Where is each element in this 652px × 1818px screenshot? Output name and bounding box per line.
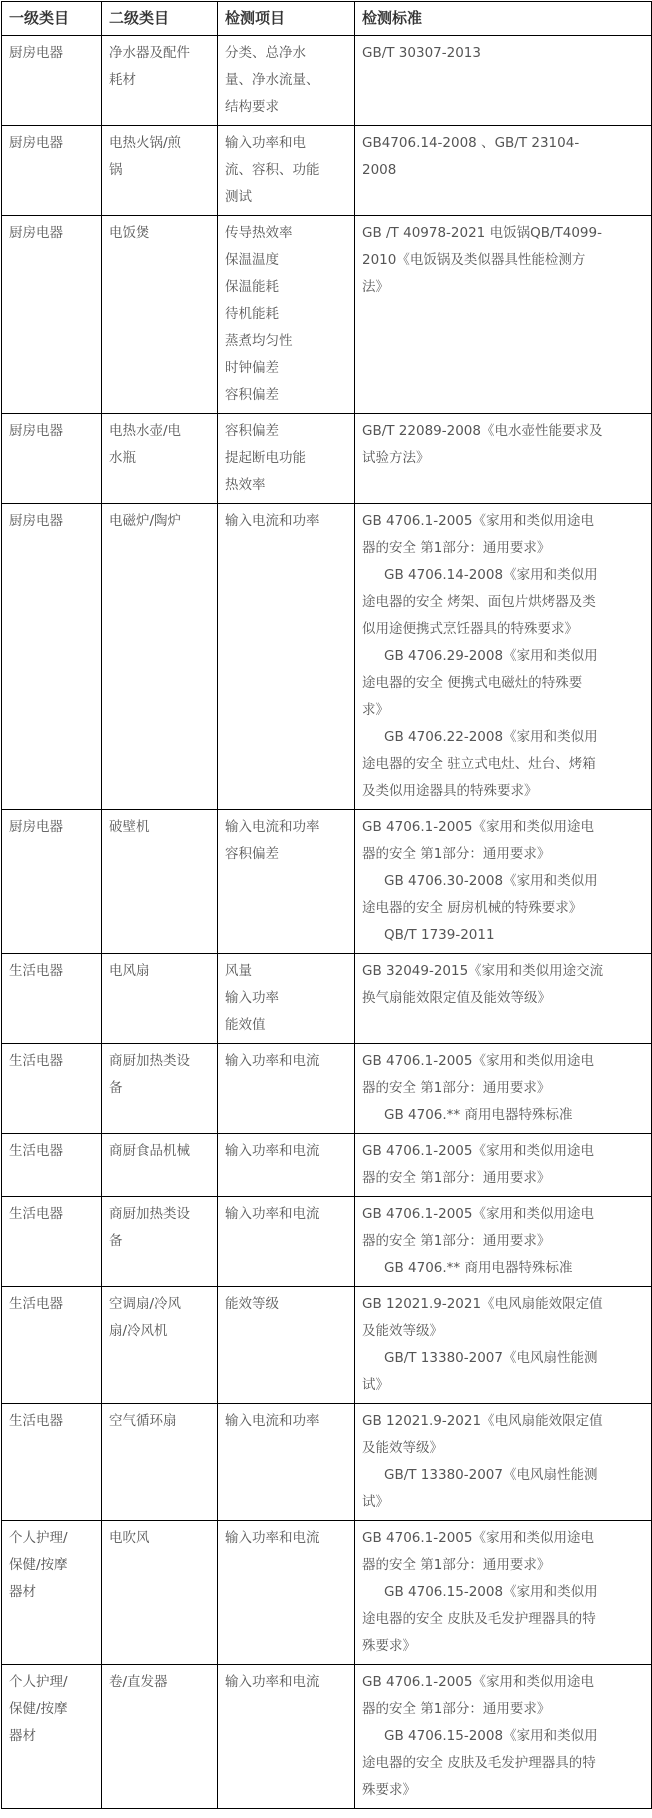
cell-test-standards-line: GB 4706.22-2008《家用和类似用 xyxy=(384,729,598,745)
cell-test-standards-line: 殊要求》 xyxy=(362,1638,416,1654)
header-level2-category: 二级类目 xyxy=(102,2,218,36)
cell-level2-category-line: 电吹风 xyxy=(109,1530,150,1546)
table-row xyxy=(2,504,652,810)
cell-level1-category-line: 生活电器 xyxy=(9,1413,63,1429)
cell-level2-category xyxy=(102,1044,218,1134)
header-level1-category: 一级类目 xyxy=(2,2,102,36)
cell-test-items-line: 输入功率和电流 xyxy=(225,1206,320,1222)
cell-test-standards-line: 途电器的安全 皮肤及毛发护理器具的特 xyxy=(362,1611,596,1627)
cell-level2-category-line: 水瓶 xyxy=(109,450,136,466)
cell-test-items-line: 容积偏差 xyxy=(225,423,279,439)
table-row xyxy=(2,1197,652,1287)
cell-level2-category-line: 空调扇/冷风 xyxy=(109,1296,182,1312)
cell-level2-category-line: 空气循环扇 xyxy=(109,1413,177,1429)
cell-test-standards xyxy=(355,504,652,810)
cell-level2-category xyxy=(102,1404,218,1521)
cell-test-standards-line: 求》 xyxy=(362,702,389,718)
cell-test-items-line: 保温温度 xyxy=(225,252,279,268)
cell-level1-category-line: 厨房电器 xyxy=(9,135,63,151)
cell-test-items xyxy=(218,1665,355,1809)
cell-level1-category xyxy=(2,1665,102,1809)
cell-test-standards-line: 器的安全 第1部分：通用要求》 xyxy=(362,540,551,556)
cell-test-items-line: 输入功率和电流 xyxy=(225,1530,320,1546)
cell-level1-category xyxy=(2,1134,102,1197)
cell-test-items xyxy=(218,126,355,216)
cell-test-items-line: 能效值 xyxy=(225,1017,266,1033)
cell-level2-category xyxy=(102,810,218,954)
cell-level2-category xyxy=(102,1134,218,1197)
table-row xyxy=(2,36,652,126)
cell-level1-category xyxy=(2,810,102,954)
cell-test-standards-line: GB 4706.15-2008《家用和类似用 xyxy=(384,1584,598,1600)
cell-test-items-line: 输入功率和电流 xyxy=(225,1053,320,1069)
cell-level2-category-line: 备 xyxy=(109,1080,123,1096)
cell-level2-category-line: 商厨食品机械 xyxy=(109,1143,190,1159)
cell-test-standards xyxy=(355,216,652,414)
cell-test-standards-line: GB/T 30307-2013 xyxy=(362,45,481,61)
cell-level2-category xyxy=(102,504,218,810)
cell-test-items-line: 输入电流和功率 xyxy=(225,819,320,835)
table-row xyxy=(2,1521,652,1665)
cell-level2-category-line: 耗材 xyxy=(109,72,136,88)
cell-test-standards-line: GB 4706.1-2005《家用和类似用途电 xyxy=(362,819,594,835)
cell-test-standards-line: 换气扇能效限定值及能效等级》 xyxy=(362,990,551,1006)
cell-test-standards xyxy=(355,1665,652,1809)
cell-level1-category xyxy=(2,126,102,216)
cell-level2-category-line: 电热水壶/电 xyxy=(109,423,182,439)
cell-level1-category-line: 生活电器 xyxy=(9,1053,63,1069)
cell-level2-category xyxy=(102,126,218,216)
cell-level2-category-line: 卷/直发器 xyxy=(109,1674,168,1690)
cell-test-items xyxy=(218,1404,355,1521)
cell-test-standards-line: 器的安全 第1部分：通用要求》 xyxy=(362,846,551,862)
cell-test-items-line: 风量 xyxy=(225,963,252,979)
cell-level1-category xyxy=(2,1044,102,1134)
table-row xyxy=(2,1287,652,1404)
cell-test-items-line: 传导热效率 xyxy=(225,225,293,241)
cell-test-standards-line: 器的安全 第1部分：通用要求》 xyxy=(362,1080,551,1096)
cell-level1-category-line: 生活电器 xyxy=(9,963,63,979)
cell-test-standards-line: GB/T 13380-2007《电风扇性能测 xyxy=(384,1350,598,1366)
table-row xyxy=(2,1665,652,1809)
cell-test-items-line: 保温能耗 xyxy=(225,279,279,295)
cell-level2-category-line: 电热火锅/煎 xyxy=(109,135,182,151)
cell-test-standards-line: GB 4706.30-2008《家用和类似用 xyxy=(384,873,598,889)
cell-test-standards-line: 途电器的安全 便携式电磁灶的特殊要 xyxy=(362,675,583,691)
header-test-standards: 检测标准 xyxy=(355,2,652,36)
cell-level1-category-line: 生活电器 xyxy=(9,1206,63,1222)
cell-test-items-line: 输入电流和功率 xyxy=(225,1413,320,1429)
cell-test-standards-line: 器的安全 第1部分：通用要求》 xyxy=(362,1701,551,1717)
cell-test-items-line: 待机能耗 xyxy=(225,306,279,322)
cell-level1-category xyxy=(2,216,102,414)
cell-level2-category xyxy=(102,954,218,1044)
header-test-items: 检测项目 xyxy=(218,2,355,36)
cell-level1-category xyxy=(2,954,102,1044)
cell-test-standards xyxy=(355,126,652,216)
cell-test-items-line: 蒸煮均匀性 xyxy=(225,333,293,349)
cell-test-standards-line: 及能效等级》 xyxy=(362,1440,443,1456)
cell-test-standards-line: 试》 xyxy=(362,1377,389,1393)
cell-test-standards-line: GB 4706.14-2008《家用和类似用 xyxy=(384,567,598,583)
cell-test-items-line: 流、容积、功能 xyxy=(225,162,320,178)
cell-test-standards xyxy=(355,1134,652,1197)
cell-level1-category-line: 厨房电器 xyxy=(9,423,63,439)
cell-level1-category-line: 个人护理/ xyxy=(9,1530,68,1546)
cell-level2-category xyxy=(102,414,218,504)
cell-test-items xyxy=(218,414,355,504)
cell-test-items-line: 分类、总净水 xyxy=(225,45,306,61)
cell-test-items-line: 输入功率和电流 xyxy=(225,1674,320,1690)
cell-level2-category xyxy=(102,1287,218,1404)
cell-test-items-line: 输入功率和电流 xyxy=(225,1143,320,1159)
cell-test-standards xyxy=(355,1044,652,1134)
table-row xyxy=(2,1044,652,1134)
cell-level2-category-line: 电磁炉/陶炉 xyxy=(109,513,182,529)
cell-test-items-line: 提起断电功能 xyxy=(225,450,306,466)
cell-level1-category-line: 器材 xyxy=(9,1728,36,1744)
cell-level2-category-line: 净水器及配件 xyxy=(109,45,190,61)
cell-level2-category-line: 商厨加热类设 xyxy=(109,1053,190,1069)
header-row xyxy=(2,2,652,36)
cell-level2-category-line: 电饭煲 xyxy=(109,225,150,241)
cell-level1-category xyxy=(2,1521,102,1665)
cell-test-standards xyxy=(355,36,652,126)
cell-test-standards-line: 殊要求》 xyxy=(362,1782,416,1798)
cell-test-standards-line: GB 4706.1-2005《家用和类似用途电 xyxy=(362,513,594,529)
cell-test-standards-line: 及类似用途器具的特殊要求》 xyxy=(362,783,538,799)
cell-test-standards-line: GB4706.14-2008 、GB/T 23104- xyxy=(362,135,580,151)
cell-test-standards-line: 及能效等级》 xyxy=(362,1323,443,1339)
table-row xyxy=(2,126,652,216)
cell-test-standards-line: GB 32049-2015《家用和类似用途交流 xyxy=(362,963,604,979)
cell-test-standards-line: GB 4706.1-2005《家用和类似用途电 xyxy=(362,1053,594,1069)
cell-test-standards xyxy=(355,414,652,504)
cell-test-items xyxy=(218,1134,355,1197)
cell-test-items xyxy=(218,1287,355,1404)
cell-test-standards-line: 2008 xyxy=(362,162,397,178)
cell-test-standards-line: GB/T 13380-2007《电风扇性能测 xyxy=(384,1467,598,1483)
table-row xyxy=(2,216,652,414)
table-row xyxy=(2,414,652,504)
cell-level2-category-line: 破壁机 xyxy=(109,819,150,835)
cell-level2-category-line: 商厨加热类设 xyxy=(109,1206,190,1222)
cell-test-standards-line: 途电器的安全 烤架、面包片烘烤器及类 xyxy=(362,594,596,610)
cell-test-items-line: 容积偏差 xyxy=(225,846,279,862)
cell-test-standards-line: GB 4706.1-2005《家用和类似用途电 xyxy=(362,1530,594,1546)
table-header xyxy=(2,2,652,36)
cell-level1-category-line: 保健/按摩 xyxy=(9,1557,68,1573)
cell-level1-category xyxy=(2,414,102,504)
table-row xyxy=(2,954,652,1044)
cell-test-standards xyxy=(355,1287,652,1404)
cell-level1-category xyxy=(2,1287,102,1404)
cell-test-standards-line: GB 4706.1-2005《家用和类似用途电 xyxy=(362,1206,594,1222)
cell-test-standards-line: GB 4706.1-2005《家用和类似用途电 xyxy=(362,1674,594,1690)
cell-level2-category-line: 锅 xyxy=(109,162,123,178)
cell-test-items-line: 结构要求 xyxy=(225,99,279,115)
cell-level2-category xyxy=(102,36,218,126)
cell-test-standards-line: GB 4706.** 商用电器特殊标准 xyxy=(384,1107,573,1123)
cell-test-standards-line: GB 4706.15-2008《家用和类似用 xyxy=(384,1728,598,1744)
cell-test-standards xyxy=(355,1521,652,1665)
cell-level1-category xyxy=(2,504,102,810)
cell-level1-category-line: 厨房电器 xyxy=(9,513,63,529)
table-row xyxy=(2,1134,652,1197)
cell-test-items-line: 量、净水流量、 xyxy=(225,72,320,88)
cell-level1-category-line: 保健/按摩 xyxy=(9,1701,68,1717)
table-row xyxy=(2,810,652,954)
cell-level2-category-line: 扇/冷风机 xyxy=(109,1323,168,1339)
cell-level1-category-line: 器材 xyxy=(9,1584,36,1600)
cell-test-standards-line: GB 4706.1-2005《家用和类似用途电 xyxy=(362,1143,594,1159)
cell-level2-category xyxy=(102,216,218,414)
cell-test-standards xyxy=(355,954,652,1044)
cell-test-items-line: 容积偏差 xyxy=(225,387,279,403)
cell-test-standards-line: 法》 xyxy=(362,279,389,295)
cell-test-standards-line: GB/T 22089-2008《电水壶性能要求及 xyxy=(362,423,603,439)
cell-level2-category xyxy=(102,1521,218,1665)
cell-test-standards-line: 试》 xyxy=(362,1494,389,1510)
cell-test-standards-line: 器的安全 第1部分：通用要求》 xyxy=(362,1233,551,1249)
cell-test-standards xyxy=(355,1404,652,1521)
cell-level1-category-line: 生活电器 xyxy=(9,1143,63,1159)
cell-level1-category-line: 个人护理/ xyxy=(9,1674,68,1690)
cell-test-items-line: 输入电流和功率 xyxy=(225,513,320,529)
cell-test-standards-line: GB 4706.29-2008《家用和类似用 xyxy=(384,648,598,664)
cell-test-items xyxy=(218,1197,355,1287)
cell-level1-category xyxy=(2,36,102,126)
cell-test-standards-line: 器的安全 第1部分：通用要求》 xyxy=(362,1557,551,1573)
cell-level1-category xyxy=(2,1404,102,1521)
cell-test-standards-line: 似用途便携式烹饪器具的特殊要求》 xyxy=(362,621,578,637)
cell-test-standards-line: GB 12021.9-2021《电风扇能效限定值 xyxy=(362,1413,603,1429)
cell-test-items xyxy=(218,1521,355,1665)
cell-test-items-line: 热效率 xyxy=(225,477,266,493)
cell-test-standards-line: 途电器的安全 厨房机械的特殊要求》 xyxy=(362,900,583,916)
cell-level1-category-line: 生活电器 xyxy=(9,1296,63,1312)
cell-test-items xyxy=(218,810,355,954)
cell-test-standards-line: 2010《电饭锅及类似器具性能检测方 xyxy=(362,252,586,268)
standards-table xyxy=(1,1,652,1809)
cell-level2-category-line: 备 xyxy=(109,1233,123,1249)
cell-level1-category xyxy=(2,1197,102,1287)
cell-test-items xyxy=(218,504,355,810)
cell-level1-category-line: 厨房电器 xyxy=(9,819,63,835)
cell-level2-category xyxy=(102,1665,218,1809)
cell-level2-category xyxy=(102,1197,218,1287)
table-body xyxy=(2,36,652,1809)
cell-test-items xyxy=(218,216,355,414)
standards-table-container xyxy=(1,1,651,1809)
cell-test-items-line: 能效等级 xyxy=(225,1296,279,1312)
table-row xyxy=(2,1404,652,1521)
cell-test-items xyxy=(218,1044,355,1134)
cell-test-standards-line: 试验方法》 xyxy=(362,450,430,466)
cell-test-standards xyxy=(355,1197,652,1287)
cell-test-items xyxy=(218,954,355,1044)
cell-test-standards xyxy=(355,810,652,954)
cell-test-standards-line: 途电器的安全 皮肤及毛发护理器具的特 xyxy=(362,1755,596,1771)
cell-level2-category-line: 电风扇 xyxy=(109,963,150,979)
cell-test-standards-line: GB 4706.** 商用电器特殊标准 xyxy=(384,1260,573,1276)
cell-test-items-line: 输入功率和电 xyxy=(225,135,306,151)
cell-test-items-line: 时钟偏差 xyxy=(225,360,279,376)
cell-test-items xyxy=(218,36,355,126)
cell-test-standards-line: GB 12021.9-2021《电风扇能效限定值 xyxy=(362,1296,603,1312)
cell-level1-category-line: 厨房电器 xyxy=(9,45,63,61)
cell-test-standards-line: QB/T 1739-2011 xyxy=(384,927,495,943)
cell-test-items-line: 测试 xyxy=(225,189,252,205)
cell-test-standards-line: 器的安全 第1部分：通用要求》 xyxy=(362,1170,551,1186)
cell-test-standards-line: GB /T 40978-2021 电饭锅QB/T4099- xyxy=(362,225,602,241)
cell-level1-category-line: 厨房电器 xyxy=(9,225,63,241)
cell-test-items-line: 输入功率 xyxy=(225,990,279,1006)
cell-test-standards-line: 途电器的安全 驻立式电灶、灶台、烤箱 xyxy=(362,756,596,772)
